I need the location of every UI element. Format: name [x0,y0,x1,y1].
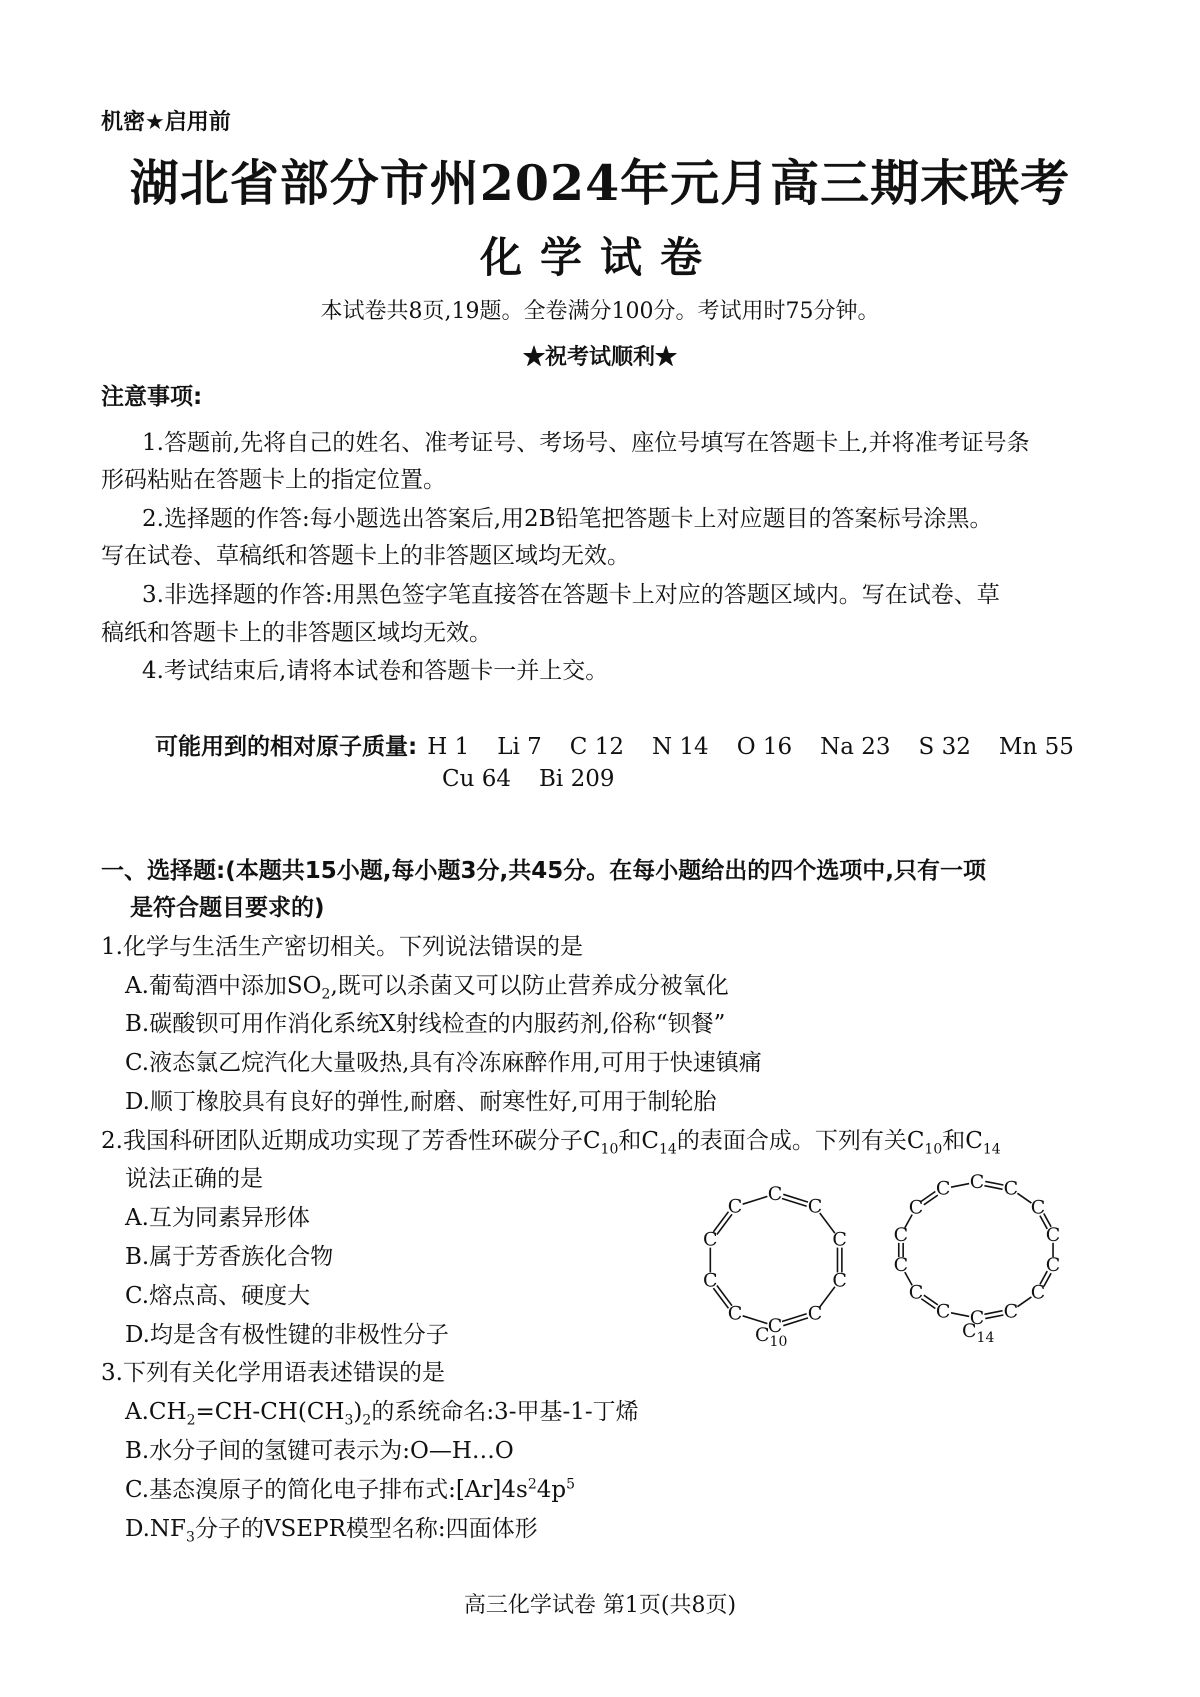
carbon-atom-label: C [807,1302,823,1325]
exam-meta: 本试卷共8页,19题。全卷满分100分。考试用时75分钟。 [320,299,880,324]
mass-item: S 32 [918,734,971,760]
carbon-atom-label: C [908,1196,924,1219]
carbon-atom-label: C [767,1315,783,1337]
bond-line [985,1315,1003,1319]
carbon-atom-label: C [935,1177,951,1200]
atomic-masses-label: 可能用到的相对原子质量: [155,734,418,760]
carbon-atom-label: C [832,1269,847,1292]
notice-item-3b: 稿纸和答题卡上的非答题区域均无效。 [101,620,492,646]
notice-item-1b: 形码粘贴在答题卡上的指定位置。 [101,467,446,493]
mass-item: N 14 [651,734,709,760]
q1-option-d: D.顺丁橡胶具有良好的弹性,耐磨、耐寒性好,可用于制轮胎 [125,1089,717,1115]
bond-line [985,1181,1003,1185]
bond-line [984,1186,1002,1190]
subscript: 2 [362,1412,372,1429]
subscript: 3 [186,1529,195,1546]
subscript: 14 [658,1141,677,1158]
carbon-atom-label: C [807,1195,823,1218]
good-luck-line: ★祝考试顺利★ [522,344,677,370]
q3-a-part: 的系统命名:3-甲基-1-丁烯 [371,1399,639,1425]
mass-item: Mn 55 [998,734,1074,760]
q3-a-part: ) [353,1399,363,1425]
mass-item: H 1 [427,734,470,760]
bond-line [921,1299,935,1309]
notice-item-3a: 3.非选择题的作答:用黑色签字笔直接答在答题卡上对应的答题区域内。写在试卷、草 [142,582,1000,608]
q1-option-a-text: A.葡萄酒中添加SO [125,973,322,999]
bond-line [921,1191,935,1201]
bond-line [1017,1297,1031,1307]
superscript: 5 [566,1476,576,1493]
c10-structure-diagram [690,1180,860,1340]
carbon-atom-label: C [1030,1196,1046,1219]
mass-item: C 12 [569,734,624,760]
subscript: 10 [769,1333,788,1350]
mass-item: Na 23 [820,734,891,760]
subscript: 14 [982,1141,1001,1158]
q3-option-a [125,1393,639,1429]
c10-label-letter: C [755,1324,770,1346]
carbon-atom-label: C [935,1300,951,1323]
bond-line [951,1313,969,1317]
carbon-atom-label: C [727,1195,743,1218]
carbon-atom-label: C [703,1269,718,1292]
notice-item-1a: 1.答题前,先将自己的姓名、准考证号、考场号、座位号填写在答题卡上,并将准考证号条 [142,430,1030,456]
q2-option-a: A.互为同素异形体 [125,1205,310,1231]
q2-stem-part: 和C [942,1128,983,1154]
subscript: 2 [321,986,331,1003]
exam-subtitle: 化学试卷 [479,233,720,282]
carbon-atom-label: C [1003,1177,1019,1200]
q3-d-part: 分子的VSEPR模型名称:四面体形 [194,1516,538,1542]
carbon-atom-label: C [1003,1300,1019,1323]
mass-item: Bi 209 [539,766,615,792]
notice-item-4: 4.考试结束后,请将本试卷和答题卡一并上交。 [142,658,609,684]
q2-stem [101,1122,1001,1158]
c14-label-letter: C [962,1320,977,1342]
exam-title: 湖北省部分市州2024年元月高三期末联考 [129,154,1071,212]
q3-stem: 3.下列有关化学用语表述错误的是 [101,1360,445,1386]
carbon-atom-label: C [908,1281,924,1304]
carbon-atom-label: C [1045,1254,1061,1277]
notice-heading: 注意事项: [101,384,203,410]
q3-a-part: A.CH [125,1399,187,1425]
subscript: 3 [344,1412,354,1429]
q1-stem: 1.化学与生活生产密切相关。下列说法错误的是 [101,934,583,960]
q2-stem-part: 2.我国科研团队近期成功实现了芳香性环碳分子C [101,1128,601,1154]
q3-c-part: C.基态溴原子的简化电子排布式:[Ar]4s [125,1477,528,1503]
mass-item: O 16 [736,734,793,760]
subscript: 2 [186,1412,196,1429]
bond-line [782,1199,807,1207]
c14-label [962,1320,994,1346]
carbon-atom-label: C [893,1254,909,1277]
bond-line [984,1311,1002,1315]
c10-label [755,1324,787,1350]
bond-line [782,1314,807,1322]
atomic-masses-row2 [442,766,642,792]
q1-option-b: B.碳酸钡可用作消化系统X射线检查的内服药剂,俗称“钡餐” [125,1011,726,1037]
atomic-masses-row1 [155,728,1102,761]
q1-option-c: C.液态氯乙烷汽化大量吸热,具有冷冻麻醉作用,可用于快速镇痛 [125,1050,762,1076]
c14-structure-diagram [888,1172,1066,1334]
mass-item: Li 7 [497,734,542,760]
section-heading: 一、选择题:(本题共15小题,每小题3分,共45分。在每小题给出的四个选项中,只有一项 [101,858,986,884]
bond-line [951,1184,969,1188]
carbon-atom-label: C [969,1172,985,1193]
q2-stem-cont: 说法正确的是 [125,1166,263,1192]
subscript: 10 [924,1141,943,1158]
bond-line [743,1316,768,1324]
carbon-atom-label: C [1030,1281,1046,1304]
page-footer: 高三化学试卷 第1页(共8页) [463,1593,737,1618]
q2-stem-part: 的表面合成。下列有关C [676,1128,925,1154]
carbon-atom-label: C [727,1302,743,1325]
confidential-mark: 机密★启用前 [101,110,231,135]
bond-line [743,1196,768,1204]
q3-option-c [125,1471,575,1504]
bond-line [783,1194,808,1202]
q2-option-d: D.均是含有极性键的非极性分子 [125,1322,449,1348]
subscript: 10 [600,1141,619,1158]
notice-item-2b: 写在试卷、草稿纸和答题卡上的非答题区域均无效。 [101,543,630,569]
q1-option-a-text2: ,既可以杀菌又可以防止营养成分被氧化 [330,973,729,999]
q2-option-b: B.属于芳香族化合物 [125,1244,334,1270]
mass-item: Cu 64 [442,766,511,792]
q2-stem-part: 和C [618,1128,659,1154]
q2-option-c: C.熔点高、硬度大 [125,1283,311,1309]
q3-a-part: =CH-CH(CH [195,1399,345,1425]
carbon-atom-label: C [832,1228,847,1251]
carbon-atom-label: C [969,1307,985,1329]
q3-c-part: 4p [536,1477,567,1503]
subscript: 14 [976,1329,995,1346]
notice-item-2a: 2.选择题的作答:每小题选出答案后,用2B铅笔把答题卡上对应题目的答案标号涂黑。 [142,506,993,532]
carbon-atom-label: C [767,1183,783,1205]
q1-option-a [125,967,729,1003]
superscript: 2 [527,1476,537,1493]
bond-line [1017,1193,1031,1203]
section-heading-cont: 是符合题目要求的) [130,895,325,921]
carbon-atom-label: C [703,1228,718,1251]
carbon-atom-label: C [1045,1223,1061,1246]
q3-option-d [125,1510,538,1546]
carbon-atom-label: C [893,1223,909,1246]
q3-option-b: B.水分子间的氢键可表示为:O—H…O [125,1438,514,1464]
q3-d-part: D.NF [125,1516,187,1542]
